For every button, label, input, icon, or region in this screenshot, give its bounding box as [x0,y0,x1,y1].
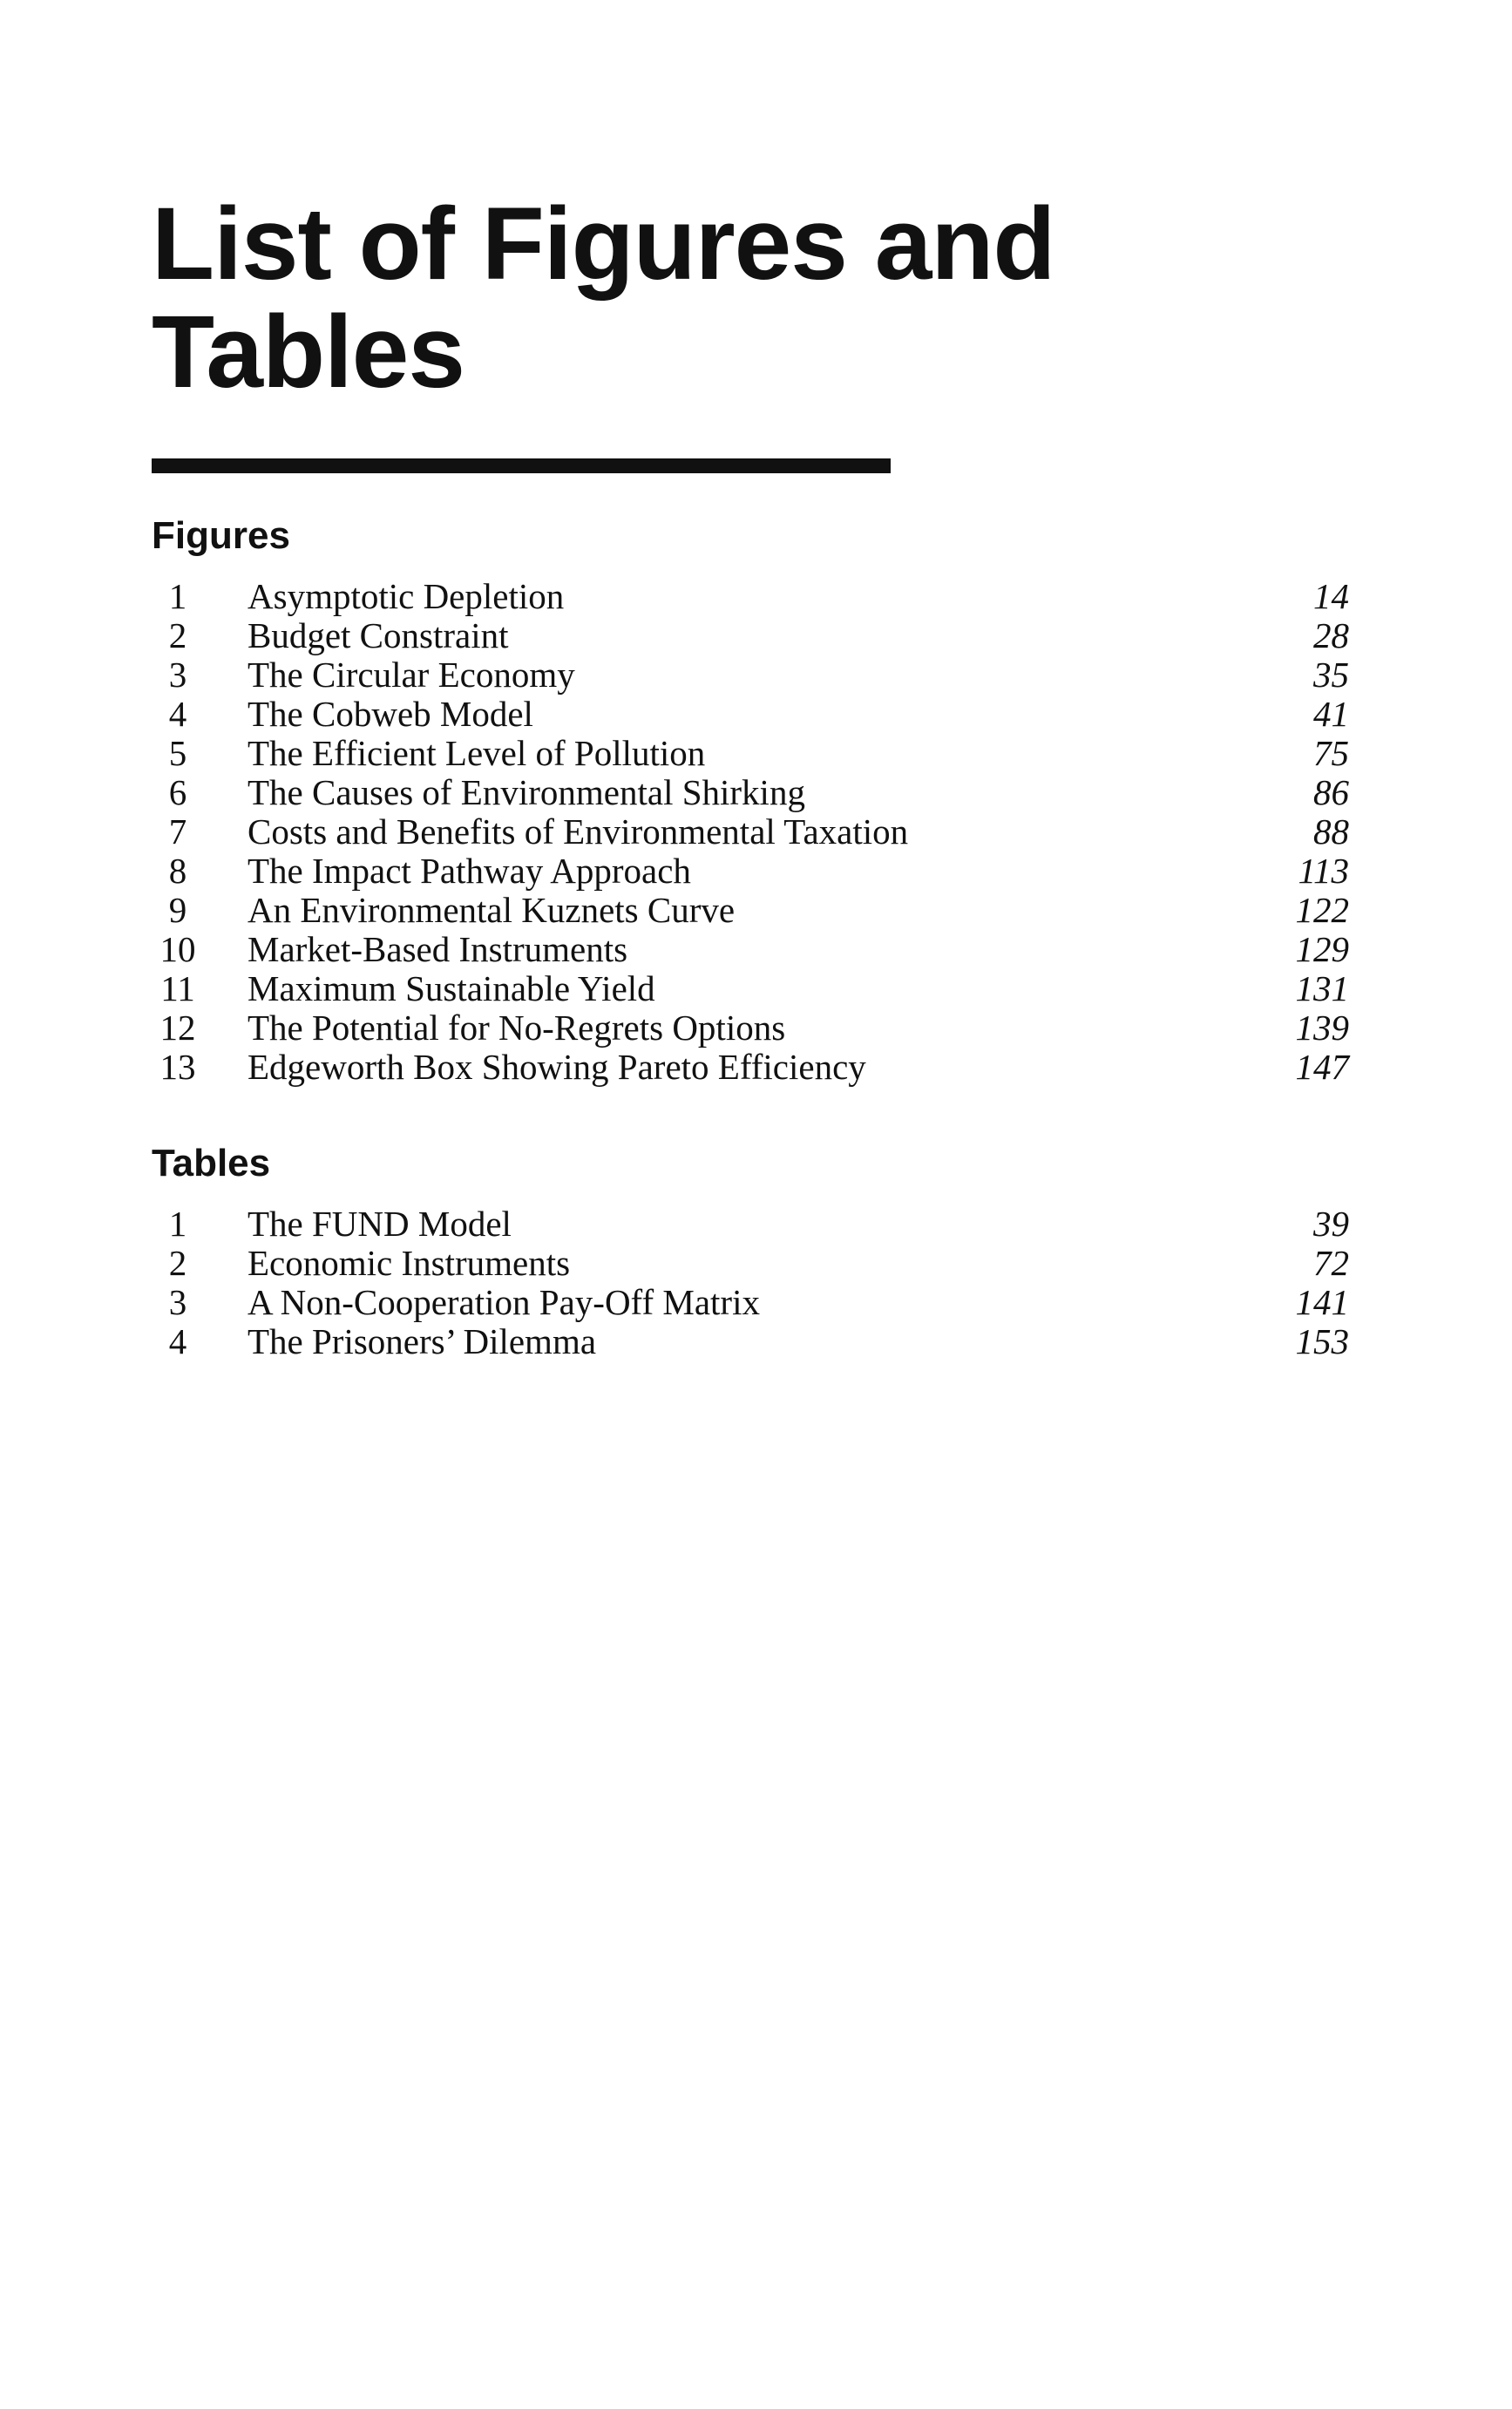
table-title: A Non-Cooperation Pay-Off Matrix [247,1282,760,1322]
figures-heading: Figures [152,514,290,557]
table-title: The Prisoners’ Dilemma [247,1321,597,1361]
figure-page-number: 28 [1313,615,1349,655]
figure-page-number: 122 [1295,890,1349,930]
figures-list [152,577,1349,1087]
title-divider-rule [152,458,891,473]
figure-number: 3 [168,655,187,695]
figure-number: 5 [168,733,187,773]
figure-page-number: 75 [1313,733,1349,773]
figure-entry [152,852,1349,891]
figure-title: The Efficient Level of Pollution [247,733,706,773]
figure-entry [152,616,1349,655]
figure-entry [152,1048,1349,1087]
figure-number: 2 [168,615,187,655]
figure-page-number: 14 [1313,576,1349,616]
figure-page-number: 35 [1313,655,1349,695]
figure-title: Asymptotic Depletion [247,576,565,616]
figure-title: The Potential for No-Regrets Options [247,1008,786,1048]
figure-page-number: 139 [1295,1008,1349,1048]
page-title-line-1: List of Figures and [152,187,1055,302]
figure-entry [152,655,1349,695]
page-title-line-2: Tables [152,295,465,410]
figure-number: 12 [159,1008,196,1048]
figure-title: The Circular Economy [247,655,575,695]
table-title: The FUND Model [247,1204,512,1244]
figure-page-number: 41 [1313,694,1349,734]
figure-title: Edgeworth Box Showing Pareto Efficiency [247,1047,866,1087]
figure-entry [152,930,1349,969]
figure-number: 10 [159,929,196,969]
figure-page-number: 113 [1298,851,1349,891]
figure-entry [152,969,1349,1008]
figure-entry [152,812,1349,852]
table-number: 1 [168,1204,187,1244]
figure-title: Market-Based Instruments [247,929,628,969]
table-page-number: 39 [1313,1204,1349,1244]
figure-entry [152,734,1349,773]
figure-entry [152,1008,1349,1048]
figure-title: The Causes of Environmental Shirking [247,772,805,812]
figure-title: An Environmental Kuznets Curve [247,890,736,930]
figure-number: 7 [168,811,187,852]
table-entry [152,1204,1349,1244]
table-entry [152,1322,1349,1361]
figure-page-number: 88 [1313,811,1349,852]
figure-page-number: 131 [1295,968,1349,1008]
figure-title: Maximum Sustainable Yield [247,968,655,1008]
table-entry [152,1244,1349,1283]
table-number: 2 [168,1243,187,1283]
tables-list [152,1204,1349,1361]
table-page-number: 141 [1295,1282,1349,1322]
figure-page-number: 129 [1295,929,1349,969]
figure-number: 8 [168,851,187,891]
figure-number: 4 [168,694,187,734]
table-page-number: 72 [1313,1243,1349,1283]
tables-heading: Tables [152,1142,271,1184]
figure-number: 11 [160,968,195,1008]
figure-page-number: 147 [1295,1047,1349,1087]
figure-entry [152,891,1349,930]
figure-number: 6 [168,772,187,812]
figure-entry [152,695,1349,734]
figure-entry [152,577,1349,616]
figure-page-number: 86 [1313,772,1349,812]
table-number: 4 [168,1321,187,1361]
table-number: 3 [168,1282,187,1322]
page-title [152,187,1285,410]
table-entry [152,1283,1349,1322]
figure-number: 1 [168,576,187,616]
figure-title: The Impact Pathway Approach [247,851,691,891]
figure-number: 9 [168,890,187,930]
table-page-number: 153 [1295,1321,1349,1361]
figure-title: Costs and Benefits of Environmental Taxation [247,811,909,852]
figure-number: 13 [159,1047,196,1087]
figure-entry [152,773,1349,812]
table-title: Economic Instruments [247,1243,571,1283]
figure-title: Budget Constraint [247,615,509,655]
figure-title: The Cobweb Model [247,694,533,734]
